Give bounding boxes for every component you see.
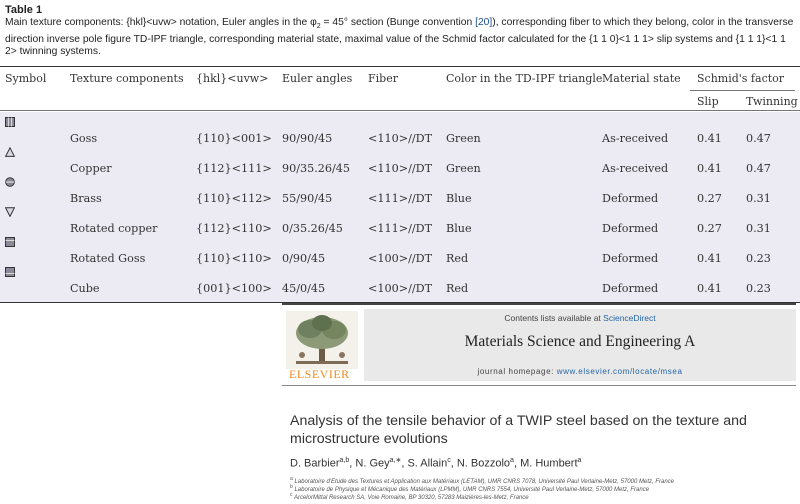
caption-subscript: 2 <box>316 23 321 31</box>
cell-color: Green <box>446 162 481 175</box>
author-name: N. Bozzolo <box>456 457 511 470</box>
cell-texture-name: Goss <box>70 132 98 145</box>
journal-header <box>282 303 796 383</box>
header-fiber: Fiber <box>368 72 398 85</box>
article-title: Analysis of the tensile behavior of a TWIP steel based on the texture and microstructure evolutions <box>290 413 747 447</box>
affiliation-mark: a <box>290 476 293 482</box>
cell-hkl: {001}<100> <box>196 282 272 295</box>
contents-line <box>364 313 796 323</box>
cell-euler: 55/90/45 <box>282 192 333 205</box>
cell-twinning: 0.47 <box>746 162 771 175</box>
cell-state: Deformed <box>602 192 659 205</box>
affiliation-text: Laboratoire de Physique et Mécanique des Matériaux (LPMM), UMR CNRS 7554, Université Paul Verlaine-Metz, 57000 Metz, France <box>294 487 650 493</box>
elsevier-wordmark: ELSEVIER <box>289 367 350 381</box>
cell-hkl: {110}<110> <box>196 252 272 265</box>
cell-state: Deformed <box>602 282 659 295</box>
cell-state: Deformed <box>602 222 659 235</box>
homepage-line <box>364 367 796 376</box>
header-texture-components: Texture components <box>70 72 184 85</box>
cell-fiber: <111>//DT <box>368 192 433 205</box>
symbol-square-icon <box>5 237 15 247</box>
header-symbol: Symbol <box>5 72 47 85</box>
symbol-circle-icon <box>5 177 15 187</box>
cell-euler: 90/35.26/45 <box>282 162 351 175</box>
cell-color: Blue <box>446 222 472 235</box>
cell-fiber: <111>//DT <box>368 222 433 235</box>
symbol-square-icon <box>5 117 15 127</box>
table-caption <box>5 17 797 59</box>
cell-state: Deformed <box>602 252 659 265</box>
cell-euler: 0/90/45 <box>282 252 326 265</box>
cell-texture-name: Copper <box>70 162 112 175</box>
cell-state: As-received <box>602 162 669 175</box>
cell-slip: 0.41 <box>697 282 722 295</box>
table-header-rule <box>0 110 800 111</box>
caption-part-b: = 45° section (Bunge convention <box>320 17 476 28</box>
header-slip: Slip <box>697 95 719 108</box>
author-name: S. Allain <box>407 457 448 470</box>
header-color-tdipf: Color in the TD-IPF triangle <box>446 72 603 85</box>
author-affiliation-mark[interactable]: a,∗ <box>389 457 402 464</box>
cell-fiber: <100>//DT <box>368 252 433 265</box>
cell-slip: 0.41 <box>697 162 722 175</box>
cell-color: Red <box>446 282 469 295</box>
author-affiliation-mark[interactable]: a <box>577 457 582 464</box>
cell-hkl: {112}<111> <box>196 162 272 175</box>
schmid-header-rule <box>690 90 795 91</box>
journal-homepage-link[interactable]: www.elsevier.com/locate/msea <box>556 367 683 376</box>
table-top-rule <box>0 66 800 67</box>
author-list: D. Barbier$^{a,b}$, N. Gey$^{a,∗}$, S. Allain$^c$, N. Bozzolo$^a$, M. Humbert$^a$ <box>290 457 582 470</box>
cell-euler: 0/35.26/45 <box>282 222 343 235</box>
cell-slip: 0.27 <box>697 222 722 235</box>
cell-euler: 90/90/45 <box>282 132 333 145</box>
cell-slip: 0.41 <box>697 132 722 145</box>
affiliation-text: ArcelorMittal Research SA, Voie Romaine, BP 30320, 57283 Maizières-les-Metz, France <box>293 495 529 501</box>
author-affiliation-mark[interactable]: c <box>447 457 451 464</box>
author-name: N. Gey <box>355 457 390 470</box>
journal-bottom-rule <box>282 385 796 386</box>
cell-hkl: {110}<112> <box>196 192 272 205</box>
cell-euler: 45/0/45 <box>282 282 326 295</box>
cell-texture-name: Rotated copper <box>70 222 158 235</box>
table-title: Table 1 <box>5 4 43 16</box>
cell-state: As-received <box>602 132 669 145</box>
sciencedirect-link[interactable]: ScienceDirect <box>603 313 656 323</box>
cell-color: Green <box>446 132 481 145</box>
cell-fiber: <110>//DT <box>368 132 433 145</box>
symbol-triangle-down-icon <box>5 207 15 217</box>
author-name: D. Barbier <box>290 457 340 470</box>
cell-twinning: 0.31 <box>746 192 771 205</box>
affiliation-text: Laboratoire d'Etude des Textures et Application aux Matériaux (LETAM), UMR CNRS 7078, Université Paul Verlaine-Metz, 57000 Metz, France <box>294 479 674 485</box>
symbol-square-icon <box>5 267 15 277</box>
homepage-prefix: journal homepage: <box>477 367 557 376</box>
contents-prefix: Contents lists available at <box>504 313 604 323</box>
header-euler-angles: Euler angles <box>282 72 353 85</box>
header-twinning: Twinning <box>746 95 798 108</box>
cell-twinning: 0.23 <box>746 252 771 265</box>
cell-twinning: 0.31 <box>746 222 771 235</box>
symbol-triangle-up-icon <box>5 147 15 157</box>
header-hkl-uvw: {hkl}<uvw> <box>196 72 269 85</box>
author-name: M. Humbert <box>520 457 578 470</box>
header-material-state: Material state <box>602 72 681 85</box>
cell-color: Blue <box>446 192 472 205</box>
cell-texture-name: Rotated Goss <box>70 252 146 265</box>
cell-hkl: {110}<001> <box>196 132 272 145</box>
cell-fiber: <110>//DT <box>368 162 433 175</box>
journal-banner <box>364 309 796 381</box>
cell-texture-name: Cube <box>70 282 100 295</box>
texture-table <box>0 62 800 304</box>
cell-hkl: {112}<110> <box>196 222 272 235</box>
cell-twinning: 0.47 <box>746 132 771 145</box>
caption-part-c: ), corresponding fiber to which they belong, color in the transverse direction inverse pole figure TD-IPF triangle, corresponding material state, maximal value of the Schmid factor calculated for the {1 1 0}<1 1 1> slip systems and {1 1 1}<1 1 2> twinning systems. <box>5 17 794 58</box>
author-affiliation-mark[interactable]: a,b <box>339 457 350 464</box>
cell-slip: 0.41 <box>697 252 722 265</box>
caption-part-a: Main texture components: {hkl}<uvw> notation, Euler angles in the φ <box>5 17 317 28</box>
affiliation-mark: b <box>290 484 293 490</box>
cell-twinning: 0.23 <box>746 282 771 295</box>
cell-slip: 0.27 <box>697 192 722 205</box>
cell-fiber: <100>//DT <box>368 282 433 295</box>
affiliation-mark: c <box>290 492 293 498</box>
caption-reference-link[interactable]: [20] <box>475 17 493 28</box>
author-affiliation-mark[interactable]: a <box>510 457 514 464</box>
affiliation-line <box>290 492 529 501</box>
header-schmid-factor: Schmid's factor <box>697 72 785 85</box>
journal-top-rule <box>282 303 796 305</box>
journal-name: Materials Science and Engineering A <box>464 333 696 350</box>
cell-texture-name: Brass <box>70 192 102 205</box>
cell-color: Red <box>446 252 469 265</box>
